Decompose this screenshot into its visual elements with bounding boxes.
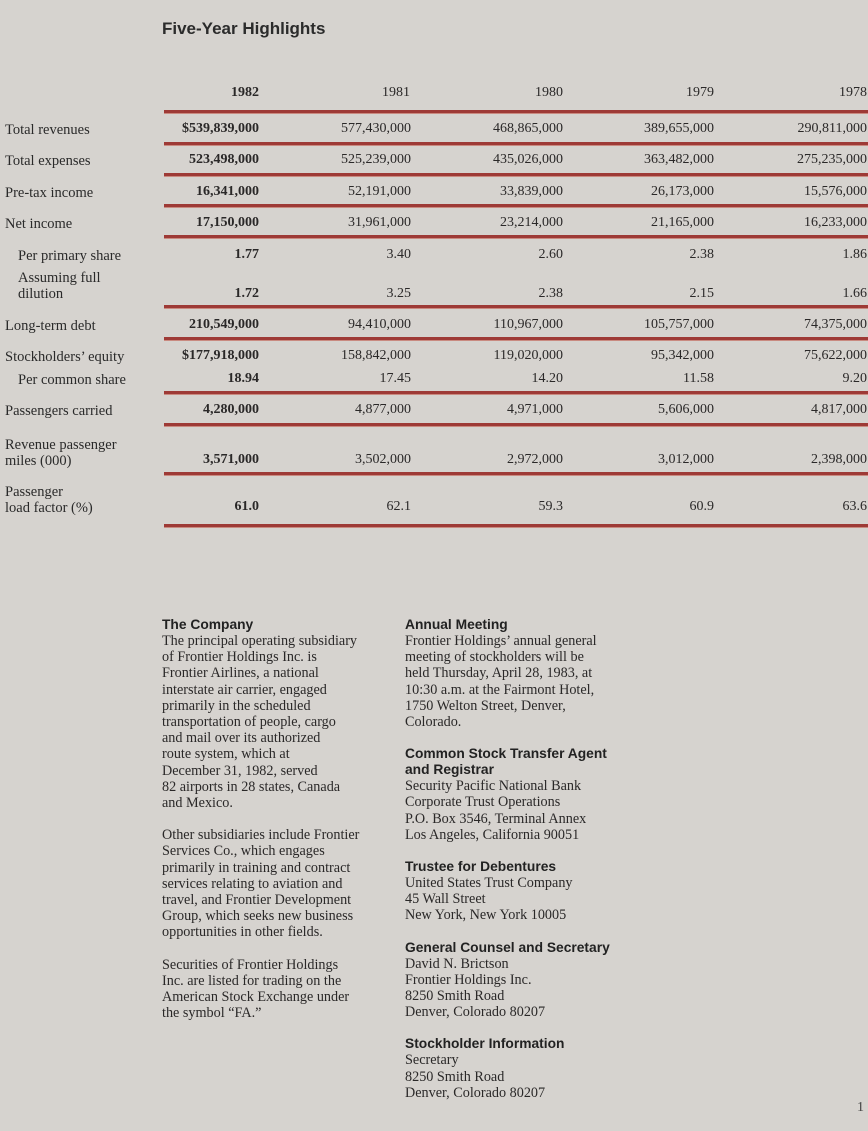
row-label: Per primary share	[18, 248, 122, 264]
section-body	[405, 875, 645, 924]
table-rule	[164, 204, 868, 207]
right-column	[405, 617, 645, 1117]
cell-1981: 62.1	[386, 499, 411, 514]
text-line: 82 airports in 28 states, Canada	[162, 778, 341, 795]
text-line: Frontier Holdings Inc.	[405, 971, 532, 988]
year-header: 1980	[535, 85, 563, 100]
cell-1982: 61.0	[234, 499, 259, 514]
section-body	[162, 957, 397, 1022]
cell-1981: 31,961,000	[348, 215, 411, 230]
cell-1981: 94,410,000	[348, 317, 411, 332]
text-line: Los Angeles, California 90051	[405, 826, 580, 843]
cell-1980: 2.60	[538, 247, 563, 262]
cell-1980: 59.3	[538, 499, 563, 514]
cell-1981: 52,191,000	[348, 184, 411, 199]
section-heading: The Company	[162, 617, 254, 632]
table-rule	[164, 524, 868, 527]
text-line: Denver, Colorado 80207	[405, 1004, 546, 1021]
cell-1978: 2,398,000	[811, 452, 867, 467]
cell-1979: 95,342,000	[651, 348, 714, 363]
cell-1982: 4,280,000	[203, 402, 259, 417]
row-label-line: miles (000)	[5, 453, 72, 469]
row-label: Pre-tax income	[5, 185, 94, 201]
year-header: 1978	[839, 85, 867, 100]
table-rule	[164, 110, 868, 113]
cell-1978: 75,622,000	[804, 348, 867, 363]
table-rule	[164, 391, 868, 394]
text-line: American Stock Exchange under	[162, 989, 350, 1006]
cell-1978: 63.6	[842, 499, 867, 514]
cell-1982: 210,549,000	[189, 317, 259, 332]
section-trustee	[405, 859, 645, 924]
table-rule	[164, 173, 868, 176]
year-header: 1982	[231, 85, 259, 100]
cell-1981: 3.40	[386, 247, 411, 262]
cell-1980: 119,020,000	[493, 348, 563, 363]
cell-1979: 3,012,000	[658, 452, 714, 467]
cell-1979: 21,165,000	[651, 215, 714, 230]
section-body	[405, 1052, 645, 1101]
year-header: 1981	[382, 85, 410, 100]
row-label: Per common share	[18, 372, 126, 388]
cell-1982: 1.77	[234, 247, 259, 262]
cell-1982: $177,918,000	[182, 348, 259, 363]
page-title: Five-Year Highlights	[162, 19, 326, 38]
text-line: opportunities in other fields.	[162, 924, 323, 941]
cell-1979: 2.15	[689, 286, 714, 301]
text-line: Services Co., which engages	[162, 843, 325, 860]
cell-1979: 389,655,000	[644, 121, 714, 136]
section-body	[405, 633, 645, 730]
cell-1979: 5,606,000	[658, 402, 714, 417]
row-label: Passengers carried	[5, 403, 113, 419]
row-label-line: Passenger	[5, 484, 63, 500]
cell-1978: 275,235,000	[797, 152, 867, 167]
row-label-line: load factor (%)	[5, 500, 93, 516]
text-line: 1750 Welton Street, Denver,	[405, 697, 566, 714]
text-line: transportation of people, cargo	[162, 714, 336, 731]
text-line: December 31, 1982, served	[162, 762, 318, 779]
text-line: services relating to aviation and	[162, 875, 343, 892]
text-line: Frontier Holdings’ annual general	[405, 633, 597, 649]
row-label: Long-term debt	[5, 318, 96, 334]
text-line: Secretary	[405, 1052, 459, 1069]
section-stockholder-information	[405, 1036, 645, 1101]
cell-1981: 158,842,000	[341, 348, 411, 363]
table-rule	[164, 142, 868, 145]
cell-1982: 17,150,000	[196, 215, 259, 230]
cell-1980: 468,865,000	[493, 121, 563, 136]
row-label: Total expenses	[5, 153, 91, 169]
cell-1981: 525,239,000	[341, 152, 411, 167]
text-line: The principal operating subsidiary	[162, 633, 358, 649]
row-label: Net income	[5, 216, 73, 232]
cell-1980: 110,967,000	[493, 317, 563, 332]
section-the-company	[162, 617, 397, 811]
text-line: New York, New York 10005	[405, 907, 567, 924]
text-line: Securities of Frontier Holdings	[162, 956, 339, 973]
cell-1978: 15,576,000	[804, 184, 867, 199]
section-annual-meeting	[405, 617, 645, 730]
text-line: the symbol “FA.”	[162, 1005, 262, 1022]
cell-1979: 60.9	[689, 499, 714, 514]
row-label: Stockholders’ equity	[5, 349, 125, 365]
cell-1981: 577,430,000	[341, 121, 411, 136]
text-line: Other subsidiaries include Frontier	[162, 827, 360, 844]
section-heading	[405, 746, 645, 778]
table-rule	[164, 305, 868, 308]
row-label: Total revenues	[5, 122, 90, 138]
cell-1981: 3.25	[386, 286, 411, 301]
cell-1982: 523,498,000	[189, 152, 259, 167]
cell-1981: 3,502,000	[355, 452, 411, 467]
cell-1979: 363,482,000	[644, 152, 714, 167]
section-heading: Stockholder Information	[405, 1036, 565, 1052]
text-line: held Thursday, April 28, 1983, at	[405, 665, 593, 682]
text-line: Denver, Colorado 80207	[405, 1084, 546, 1101]
text-line: Corporate Trust Operations	[405, 794, 561, 811]
cell-1979: 105,757,000	[644, 317, 714, 332]
row-label	[5, 484, 93, 516]
cell-1982: 16,341,000	[196, 184, 259, 199]
cell-1978: 4,817,000	[811, 402, 867, 417]
row-label	[18, 270, 101, 302]
cell-1982: 18.94	[227, 371, 259, 386]
cell-1980: 2,972,000	[507, 452, 563, 467]
section-heading: General Counsel and Secretary	[405, 939, 610, 955]
text-line: route system, which at	[162, 746, 290, 763]
text-line: Colorado.	[405, 714, 462, 731]
text-line: 10:30 a.m. at the Fairmont Hotel,	[405, 681, 595, 698]
text-line: interstate air carrier, engaged	[162, 681, 327, 698]
row-label-line: Assuming full	[18, 270, 101, 286]
section-body	[162, 827, 397, 940]
text-line: 8250 Smith Road	[405, 988, 505, 1005]
text-line: P.O. Box 3546, Terminal Annex	[405, 810, 587, 827]
text-line: of Frontier Holdings Inc. is	[162, 649, 317, 666]
cell-1978: 9.20	[842, 371, 867, 386]
cell-1978: 1.86	[842, 247, 867, 262]
cell-1979: 2.38	[689, 247, 714, 262]
cell-1979: 26,173,000	[651, 184, 714, 199]
year-header: 1979	[686, 85, 714, 100]
cell-1978: 16,233,000	[804, 215, 867, 230]
cell-1981: 4,877,000	[355, 402, 411, 417]
cell-1980: 14.20	[531, 371, 563, 386]
section-body	[405, 778, 645, 843]
section-body	[162, 633, 397, 811]
text-line: primarily in the scheduled	[162, 697, 311, 714]
cell-1980: 23,214,000	[500, 215, 563, 230]
text-line: United States Trust Company	[405, 875, 573, 892]
section-general-counsel	[405, 940, 645, 1021]
table-rule	[164, 235, 868, 238]
cell-1978: 74,375,000	[804, 317, 867, 332]
cell-1982: $539,839,000	[182, 121, 259, 136]
row-label-line: dilution	[18, 286, 64, 302]
row-label-line: Revenue passenger	[5, 437, 117, 453]
heading-line: Common Stock Transfer Agent	[405, 746, 607, 762]
cell-1980: 4,971,000	[507, 402, 563, 417]
text-line: 8250 Smith Road	[405, 1068, 505, 1085]
heading-line: and Registrar	[405, 762, 494, 778]
section-heading: Annual Meeting	[405, 617, 508, 632]
table-rule	[164, 337, 868, 340]
cell-1980: 33,839,000	[500, 184, 563, 199]
page-number: 1	[857, 1100, 864, 1115]
cell-1981: 17.45	[379, 371, 411, 386]
cell-1979: 11.58	[683, 371, 714, 386]
text-line: Security Pacific National Bank	[405, 778, 582, 795]
table-rule	[164, 423, 868, 426]
section-securities	[162, 957, 397, 1022]
section-body	[405, 956, 645, 1021]
text-line: David N. Brictson	[405, 955, 509, 972]
table-rule	[164, 472, 868, 475]
row-label	[5, 437, 117, 469]
cell-1982: 3,571,000	[203, 452, 259, 467]
cell-1982: 1.72	[234, 286, 259, 301]
section-subsidiaries	[162, 827, 397, 940]
text-line: travel, and Frontier Development	[162, 892, 352, 909]
text-line: Frontier Airlines, a national	[162, 665, 319, 682]
cell-1980: 2.38	[538, 286, 563, 301]
text-line: and Mexico.	[162, 795, 233, 812]
cell-1980: 435,026,000	[493, 152, 563, 167]
text-line: Group, which seeks new business	[162, 908, 354, 925]
text-line: primarily in training and contract	[162, 859, 351, 876]
section-heading: Trustee for Debentures	[405, 859, 557, 875]
cell-1978: 1.66	[842, 286, 867, 301]
text-line: meeting of stockholders will be	[405, 649, 584, 666]
cell-1978: 290,811,000	[797, 121, 867, 136]
text-line: and mail over its authorized	[162, 730, 321, 747]
text-line: Inc. are listed for trading on the	[162, 972, 342, 989]
text-line: 45 Wall Street	[405, 891, 486, 908]
left-column	[162, 617, 397, 1037]
section-transfer-agent	[405, 746, 645, 843]
